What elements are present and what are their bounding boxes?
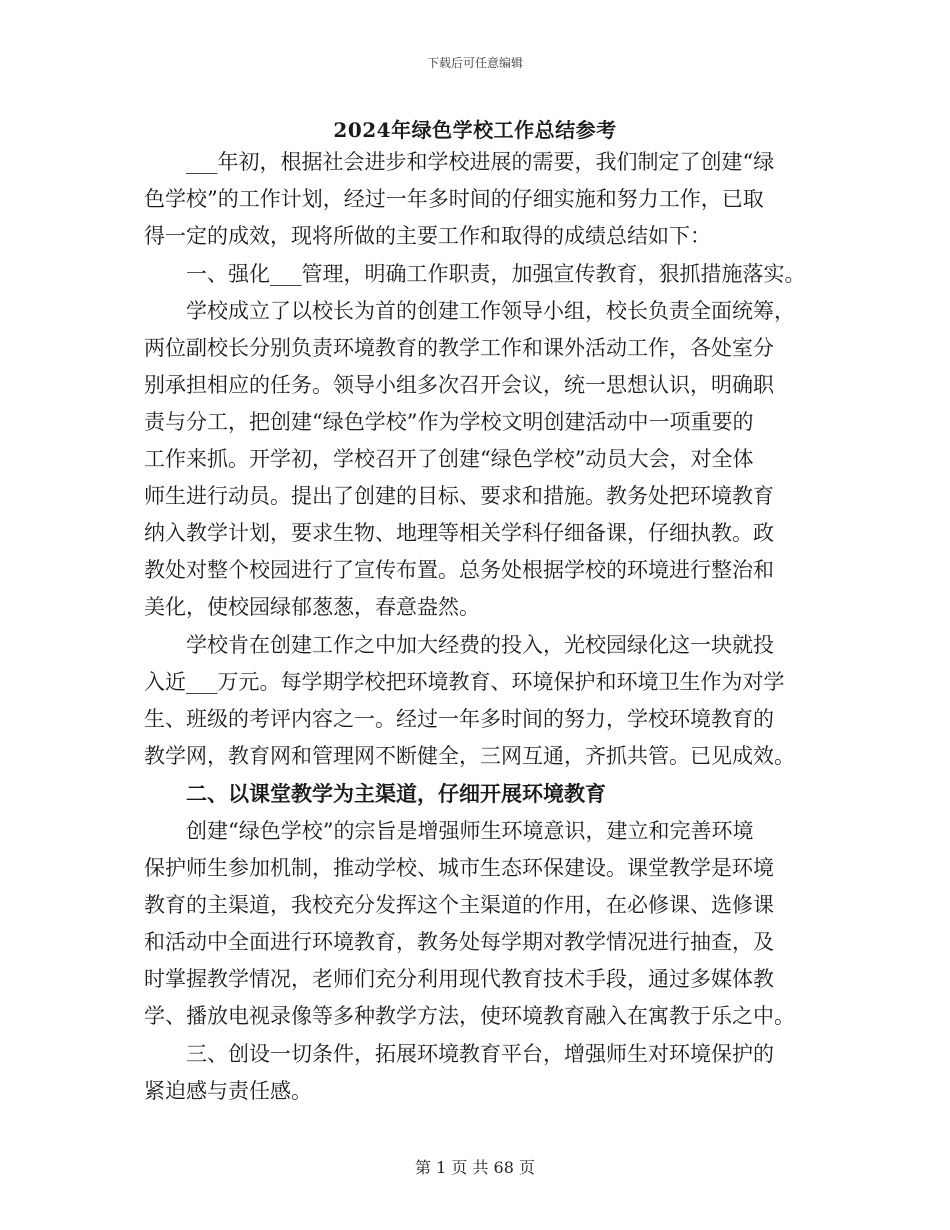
body-line: 教学网，教育网和管理网不断健全，三网互通，齐抓共管。已见成效。 [144, 744, 795, 768]
page-number: 第 1 页 共 68 页 [415, 1158, 535, 1177]
body-line: 教处对整个校园进行了宣传布置。总务处根据学校的环境进行整治和 [144, 558, 774, 582]
body-line: 入近___万元。每学期学校把环境教育、环境保护和环境卫生作为对学 [144, 670, 785, 694]
body-line: 创建“绿色学校”的宗旨是增强师生环境意识，建立和完善环境 [186, 819, 754, 843]
body-line: 责与分工，把创建“绿色学校”作为学校文明创建活动中一项重要的 [144, 410, 754, 434]
body-line: 两位副校长分别负责环境教育的教学工作和课外活动工作，各处室分 [144, 336, 774, 360]
body-line: 工作来抓。开学初，学校召开了创建“绿色学校”动员大会，对全体 [144, 447, 754, 471]
page-header: 下载后可任意编辑 [426, 56, 523, 70]
body-line: 别承担相应的任务。领导小组多次召开会议，统一思想认识，明确职 [144, 373, 774, 397]
body-line: 纳入教学计划，要求生物、地理等相关学科仔细备课，仔细执教。政 [144, 521, 774, 545]
section-heading-3: 三、创设一切条件，拓展环境教育平台，增强师生对环境保护的 [186, 1042, 774, 1066]
body-line: 学、播放电视录像等多种教学方法，使环境教育融入在寓教于乐之中。 [144, 1004, 795, 1028]
body-line: 紧迫感与责任感。 [144, 1079, 312, 1103]
body-line: 保护师生参加机制，推动学校、城市生态环保建设。课堂教学是环境 [144, 856, 774, 880]
body-line: 和活动中全面进行环境教育，教务处每学期对教学情况进行抽查，及 [144, 930, 774, 954]
body-line: 师生进行动员。提出了创建的目标、要求和措施。教务处把环境教育 [144, 484, 774, 508]
section-heading-1: 一、强化___管理，明确工作职责，加强宣传教育，狠抓措施落实。 [186, 262, 806, 286]
body-line: 时掌握教学情况，老师们充分利用现代教育技术手段，通过多媒体教 [144, 967, 774, 991]
body-line: 得一定的成效，现将所做的主要工作和取得的成绩总结如下： [144, 224, 711, 248]
section-heading-2: 二、以课堂教学为主渠道，仔细开展环境教育 [186, 781, 606, 806]
document-title: 2024年绿色学校工作总结参考 [333, 118, 617, 142]
body-line: 教育的主渠道，我校充分发挥这个主渠道的作用，在必修课、选修课 [144, 893, 774, 917]
body-line: 学校成立了以校长为首的创建工作领导小组，校长负责全面统筹， [186, 299, 795, 323]
body-line: 色学校”的工作计划，经过一年多时间的仔细实施和努力工作，已取 [144, 187, 764, 211]
body-line: 生、班级的考评内容之一。经过一年多时间的努力，学校环境教育的 [144, 707, 774, 731]
body-line: ___年初，根据社会进步和学校进展的需要，我们制定了创建“绿 [186, 150, 775, 174]
body-line: 美化，使校园绿郁葱葱，春意盎然。 [144, 595, 480, 619]
body-line: 学校肯在创建工作之中加大经费的投入，光校园绿化这一块就投 [186, 633, 774, 657]
